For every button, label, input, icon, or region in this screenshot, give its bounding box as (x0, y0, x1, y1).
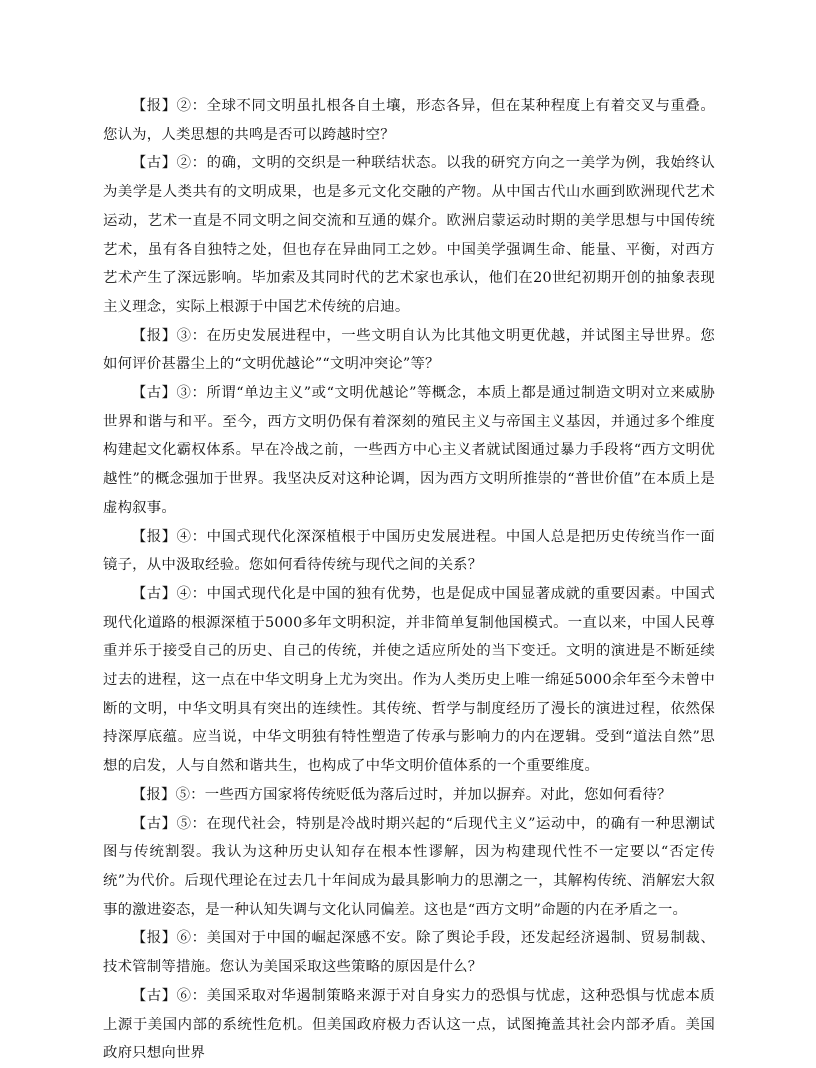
answer-paragraph: 【古】⑥：美国采取对华遏制策略来源于对自身实力的恐惧与忧虑，这种恐惧与忧虑本质上源于美国内部的系统性危机。但美国政府极力否认这一点，试图掩盖其社会内部矛盾。美国政府只想向世界 (103, 987, 715, 1062)
question-paragraph: 【报】②：全球不同文明虽扎根各自土壤，形态各异，但在某种程度上有着交叉与重叠。您认为，人类思想的共鸣是否可以跨越时空？ (103, 98, 715, 143)
answer-paragraph: 【古】④：中国式现代化是中国的独有优势，也是促成中国显著成就的重要因素。中国式现代化道路的根源深植于5000多年文明积淀，并非简单复制他国模式。一直以来，中国人民尊重并乐于接受自己的历史、自己的传统，并使之适应所处的当下变迁。文明的演进是不断延续过去的进程，这一点在中华文明身上尤为突出。作为人类历史上唯一绵延5000余年至今未曾中断的文明，中华文明具有突出的连续性。其传统、哲学与制度经历了漫长的演进过程，依然保持深厚底蕴。应当说，中华文明独有特性塑造了传承与影响力的内在逻辑。受到“道法自然”思想的启发，人与自然和谐共生，也构成了中华文明价值体系的一个重要维度。 (103, 585, 715, 775)
question-paragraph: 【报】③：在历史发展进程中，一些文明自认为比其他文明更优越，并试图主导世界。您如何评价甚嚣尘上的“文明优越论”“文明冲突论”等？ (103, 327, 715, 373)
question-paragraph: 【报】⑥：美国对于中国的崛起深感不安。除了舆论手段，还发起经济遏制、贸易制裁、技术管制等措施。您认为美国采取这些策略的原因是什么？ (103, 930, 715, 976)
answer-paragraph: 【古】⑤：在现代社会，特别是冷战时期兴起的“后现代主义”运动中，的确有一种思潮试图与传统割裂。我认为这种历史认知存在根本性谬解，因为构建现代性不一定要以“否定传统”为代价。后现代理论在过去几十年间成为最具影响力的思潮之一，其解构传统、消解宏大叙事的激进姿态，是一种认知失调与文化认同偏差。这也是“西方文明”命题的内在矛盾之一。 (103, 815, 715, 918)
answer-paragraph: 【古】③：所谓“单边主义”或“文明优越论”等概念，本质上都是通过制造文明对立来威胁世界和谐与和平。至今，西方文明仍保有着深刻的殖民主义与帝国主义基因，并通过多个维度构建起文化霸权体系。早在冷战之前，一些西方中心主义者就试图通过暴力手段将“西方文明优越性”的概念强加于世界。我坚决反对这种论调，因为西方文明所推崇的“普世价值”在本质上是虚构叙事。 (103, 385, 715, 516)
answer-paragraph: 【古】②：的确，文明的交织是一种联结状态。以我的研究方向之一美学为例，我始终认为美学是人类共有的文明成果，也是多元文化交融的产物。从中国古代山水画到欧洲现代艺术运动，艺术一直是不同文明之间交流和互通的媒介。欧洲启蒙运动时期的美学思想与中国传统艺术，虽有各自独特之处，但也存在异曲同工之妙。中国美学强调生命、能量、平衡，对西方艺术产生了深远影响。毕加索及其同时代的艺术家也承认，他们在20世纪初期开创的抽象表现主义理念，实际上根源于中国艺术传统的启迪。 (103, 155, 715, 315)
question-paragraph: 【报】⑤：一些西方国家将传统贬低为落后过时，并加以摒弃。对此，您如何看待？ (131, 786, 672, 803)
interview-text (103, 92, 715, 1062)
question-paragraph: 【报】④：中国式现代化深深植根于中国历史发展进程。中国人总是把历史传统当作一面镜子，从中汲取经验。您如何看待传统与现代之间的关系？ (103, 528, 715, 574)
